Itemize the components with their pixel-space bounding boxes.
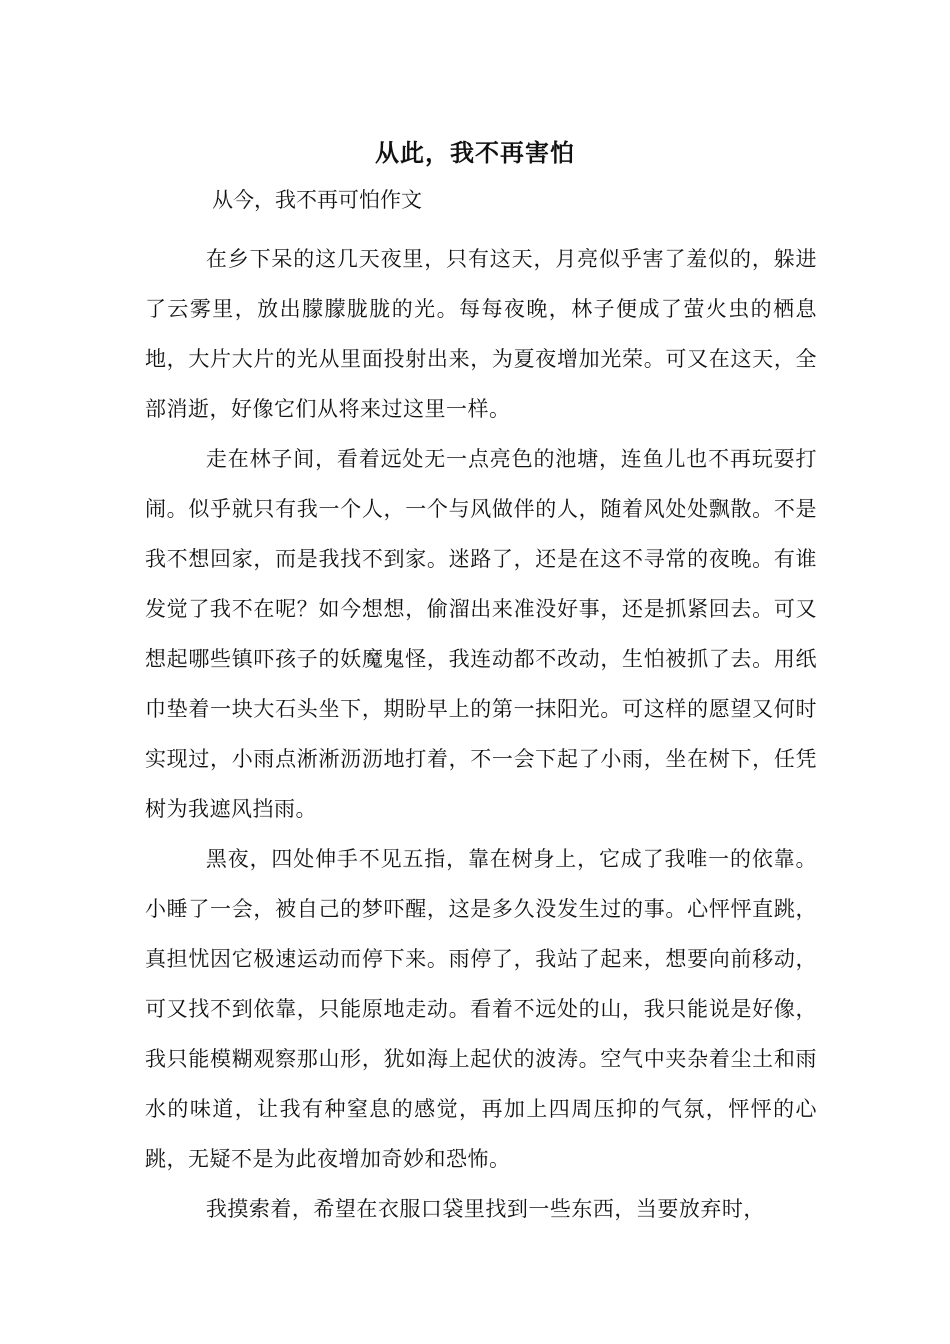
document-body: [145, 234, 817, 1234]
paragraph: 我摸索着，希望在衣服口袋里找到一些东西，当要放弃时，: [205, 1197, 765, 1221]
document-title: 从此，我不再害怕: [375, 138, 575, 167]
paragraph: 在乡下呆的这几天夜里，只有这天，月亮似乎害了羞似的，躲进了云雾里，放出朦朦胧胧的光。每每夜晚，林子便成了萤火虫的栖息地，大片大片的光从里面投射出来，为夏夜增加光荣。可又在这天，全部消逝，好像它们从将来过这里一样。: [145, 247, 817, 421]
paragraph: 黑夜，四处伸手不见五指，靠在树身上，它成了我唯一的依靠。小睡了一会，被自己的梦吓醒，这是多久没发生过的事。心怦怦直跳，真担忧因它极速运动而停下来。雨停了，我站了起来，想要向前移动，可又找不到依靠，只能原地走动。看着不远处的山，我只能说是好像，我只能模糊观察那山形，犹如海上起伏的波涛。空气中夹杂着尘土和雨水的味道，让我有种窒息的感觉，再加上四周压抑的气氛，怦怦的心跳，无疑不是为此夜增加奇妙和恐怖。: [145, 847, 817, 1171]
paragraph: 走在林子间，看着远处无一点亮色的池塘，连鱼儿也不再玩耍打闹。似乎就只有我一个人，一个与风做伴的人，随着风处处飘散。不是我不想回家，而是我找不到家。迷路了，还是在这不寻常的夜晚。有谁发觉了我不在呢？如今想想，偷溜出来准没好事，还是抓紧回去。可又想起哪些镇吓孩子的妖魔鬼怪，我连动都不改动，生怕被抓了去。用纸巾垫着一块大石头坐下，期盼早上的第一抹阳光。可这样的愿望又何时实现过，小雨点淅淅沥沥地打着，不一会下起了小雨，坐在树下，任凭树为我遮风挡雨。: [145, 447, 817, 821]
document-subtitle: 从今，我不再可怕作文: [212, 188, 422, 212]
